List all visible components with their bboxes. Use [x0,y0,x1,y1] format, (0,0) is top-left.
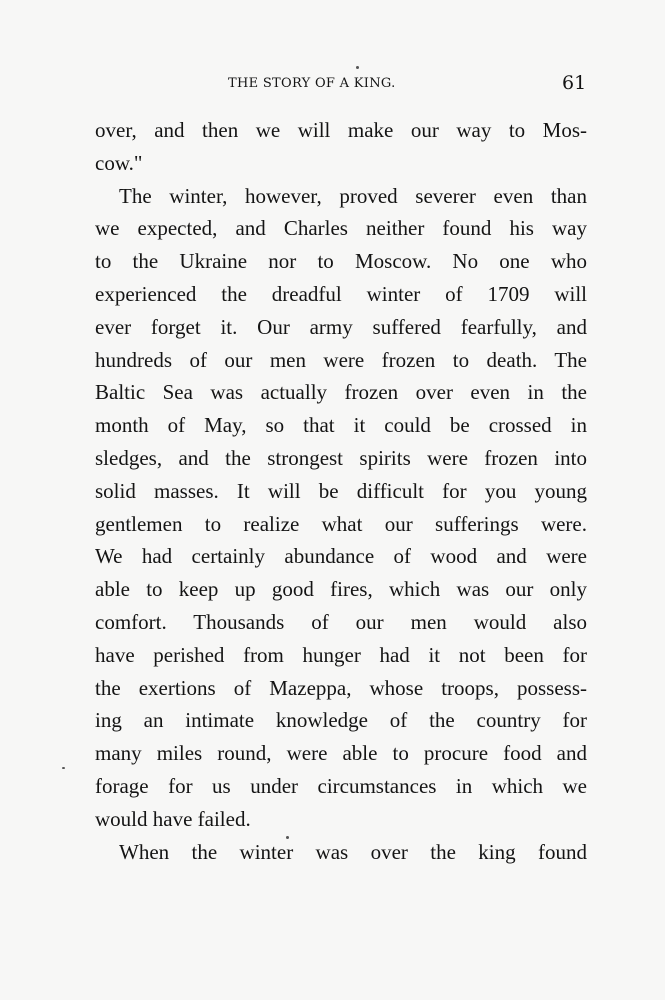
text-line: ever forget it. Our army suffered fearfully, and [95,314,587,339]
text-line: comfort. Thousands of our men would also [95,609,587,634]
text-line: sledges, and the strongest spirits were frozen into [95,445,587,470]
text-line: many miles round, were able to procure food and [95,741,587,766]
body-text [95,114,587,868]
print-speck [62,767,65,769]
text-line: able to keep up good fires, which was our only [95,577,587,602]
page-number: 61 [562,72,587,94]
text-line: over, and then we will make our way to Mos- [95,118,587,142]
text-line: would have failed. [95,806,251,831]
text-line: hundreds of our men were frozen to death. The [95,347,587,372]
text-line: We had certainly abundance of wood and were [95,544,587,569]
text-line: the exertions of Mazeppa, whose troops, possess- [95,675,587,700]
text-line: forage for us under circumstances in which we [95,773,587,798]
text-line: to the Ukraine nor to Moscow. No one who [95,249,587,274]
text-line: we expected, and Charles neither found his way [95,216,587,241]
text-line: experienced the dreadful winter of 1709 will [95,281,587,306]
text-line: When the winter was over the king found [119,839,587,864]
print-speck [286,836,289,839]
text-line: gentlemen to realize what our sufferings were. [95,511,587,536]
text-line: Baltic Sea was actually frozen over even in the [95,380,587,405]
text-line: The winter, however, proved severer even than [119,183,587,208]
text-line: cow." [95,150,143,175]
text-line: month of May, so that it could be crossed in [95,413,587,438]
text-line: have perished from hunger had it not been for [95,642,587,667]
text-line: ing an intimate knowledge of the country for [95,708,587,733]
text-line: solid masses. It will be difficult for you young [95,478,587,503]
print-speck [356,66,359,69]
running-head: THE STORY OF A KING. [228,76,396,91]
